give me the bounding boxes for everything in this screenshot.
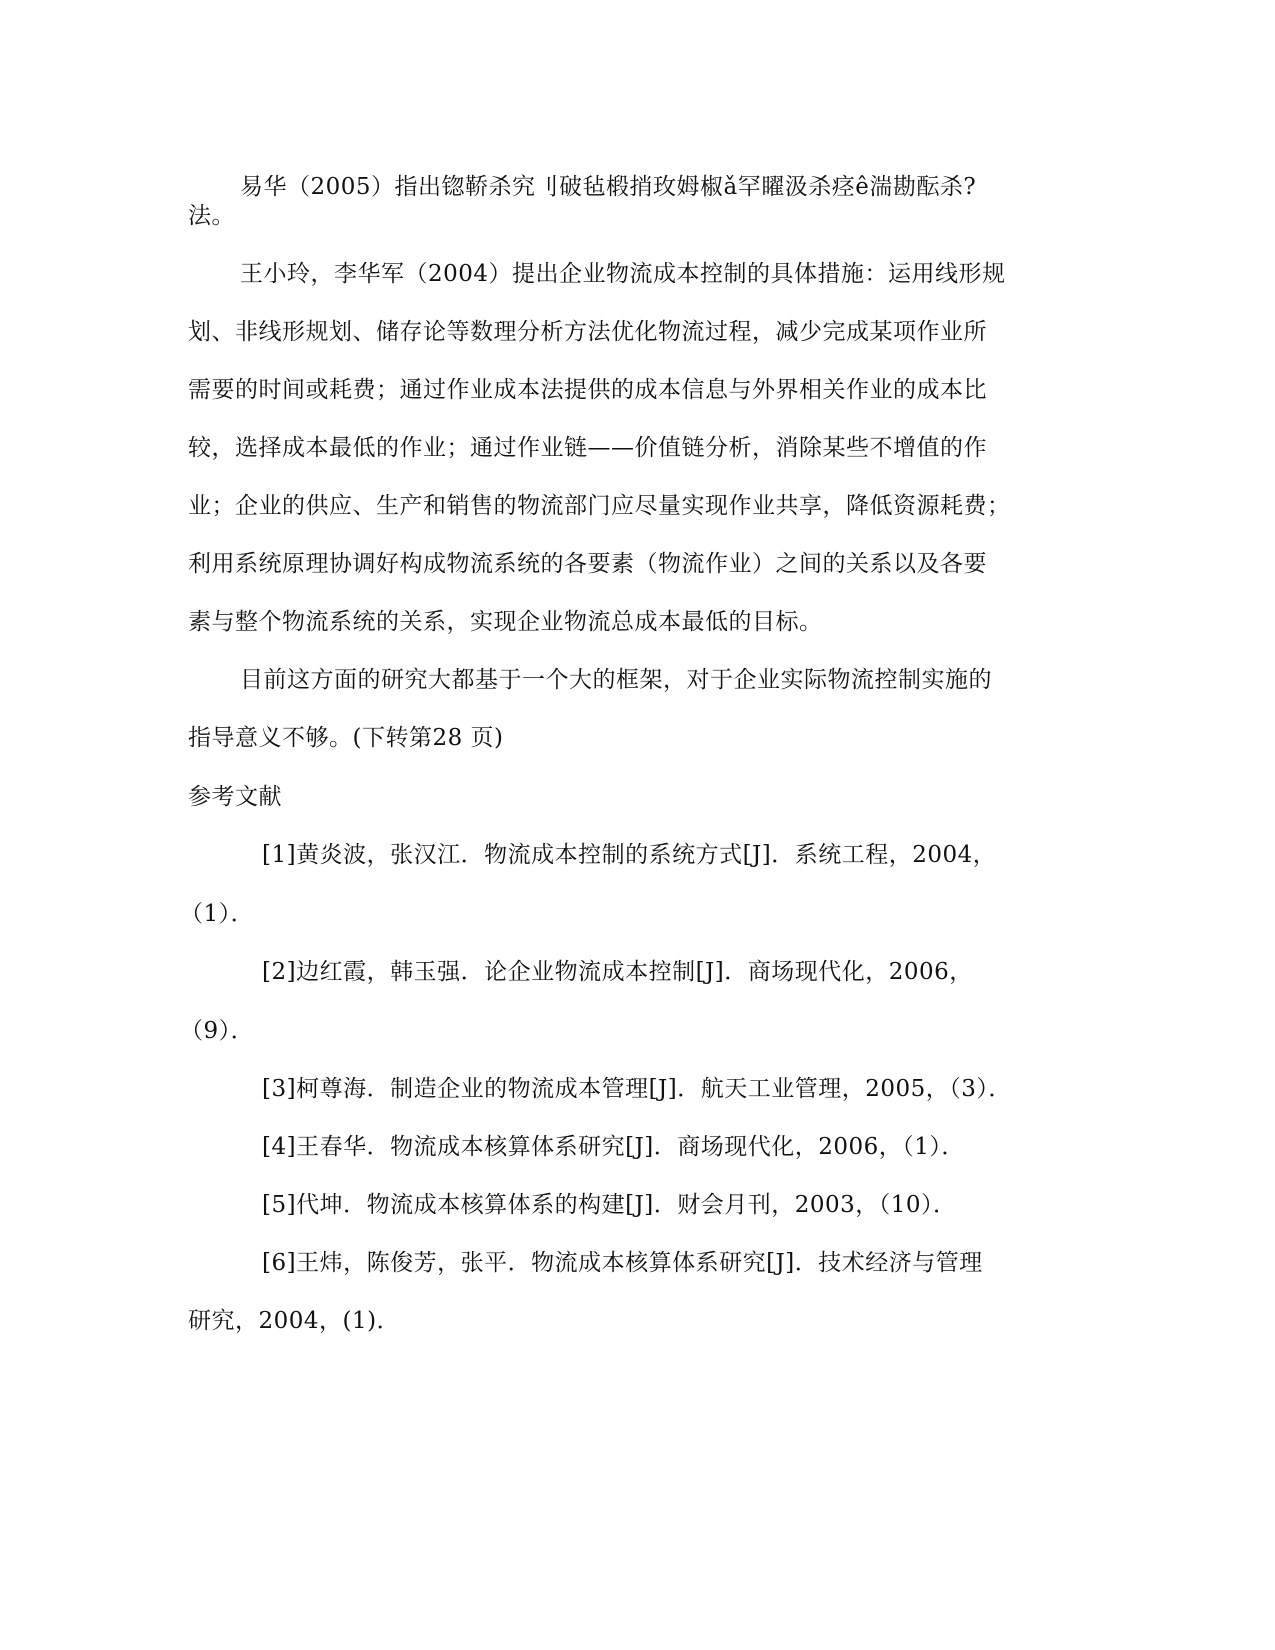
reference-1-line-1: [1]黄炎波，张汉江．物流成本控制的系统方式[J]．系统工程，2004， (262, 842, 997, 868)
paragraph-1-line-2: 法。 (188, 203, 235, 229)
reference-6-line-2: 研究，2004，(1)． (188, 1308, 401, 1334)
paragraph-2-line-1: 王小玲，李华军（2004）提出企业物流成本控制的具体措施：运用线形规 (240, 261, 1006, 287)
reference-6-line-1: [6]王炜，陈俊芳，张平．物流成本核算体系研究[J]．技术经济与管理 (262, 1250, 983, 1276)
reference-2-line-1: [2]边红霞，韩玉强．论企业物流成本控制[J]．商场现代化，2006， (262, 959, 973, 985)
paragraph-2-line-7: 素与整个物流系统的关系，实现企业物流总成本最低的目标。 (188, 609, 823, 635)
paragraph-2-line-2: 划、非线形规划、储存论等数理分析方法优化物流过程，减少完成某项作业所 (188, 319, 987, 345)
paragraph-2-line-5: 业；企业的供应、生产和销售的物流部门应尽量实现作业共享，降低资源耗费； (188, 493, 1011, 519)
paragraph-2-line-3: 需要的时间或耗费；通过作业成本法提供的成本信息与外界相关作业的成本比 (188, 377, 987, 403)
paragraph-1-line-1: 易华（2005）指出锪鞒杀究刂破毡椴捎玫姆椒ǎ罕矅汲杀痉ê湍勘酝杀? (240, 174, 977, 200)
paragraph-3-line-1: 目前这方面的研究大都基于一个大的框架，对于企业实际物流控制实施的 (240, 667, 992, 693)
reference-4-line-1: [4]王春华．物流成本核算体系研究[J]．商场现代化，2006，（1）． (262, 1134, 965, 1160)
paragraph-2-line-4: 较，选择成本最低的作业；通过作业链——价值链分析，消除某些不增值的作 (188, 435, 987, 461)
paragraph-3-line-2: 指导意义不够。(下转第28 页) (188, 725, 504, 751)
reference-1-line-2: （1）． (180, 901, 255, 927)
reference-3-line-1: [3]柯尊海．制造企业的物流成本管理[J]．航天工业管理，2005，（3）． (262, 1076, 1012, 1102)
references-heading: 参考文献 (188, 784, 282, 810)
reference-2-line-2: （9）． (180, 1018, 255, 1044)
reference-5-line-1: [5]代坤．物流成本核算体系的构建[J]．财会月刊，2003，（10）． (262, 1192, 957, 1218)
paragraph-2-line-6: 利用系统原理协调好构成物流系统的各要素（物流作业）之间的关系以及各要 (188, 551, 987, 577)
